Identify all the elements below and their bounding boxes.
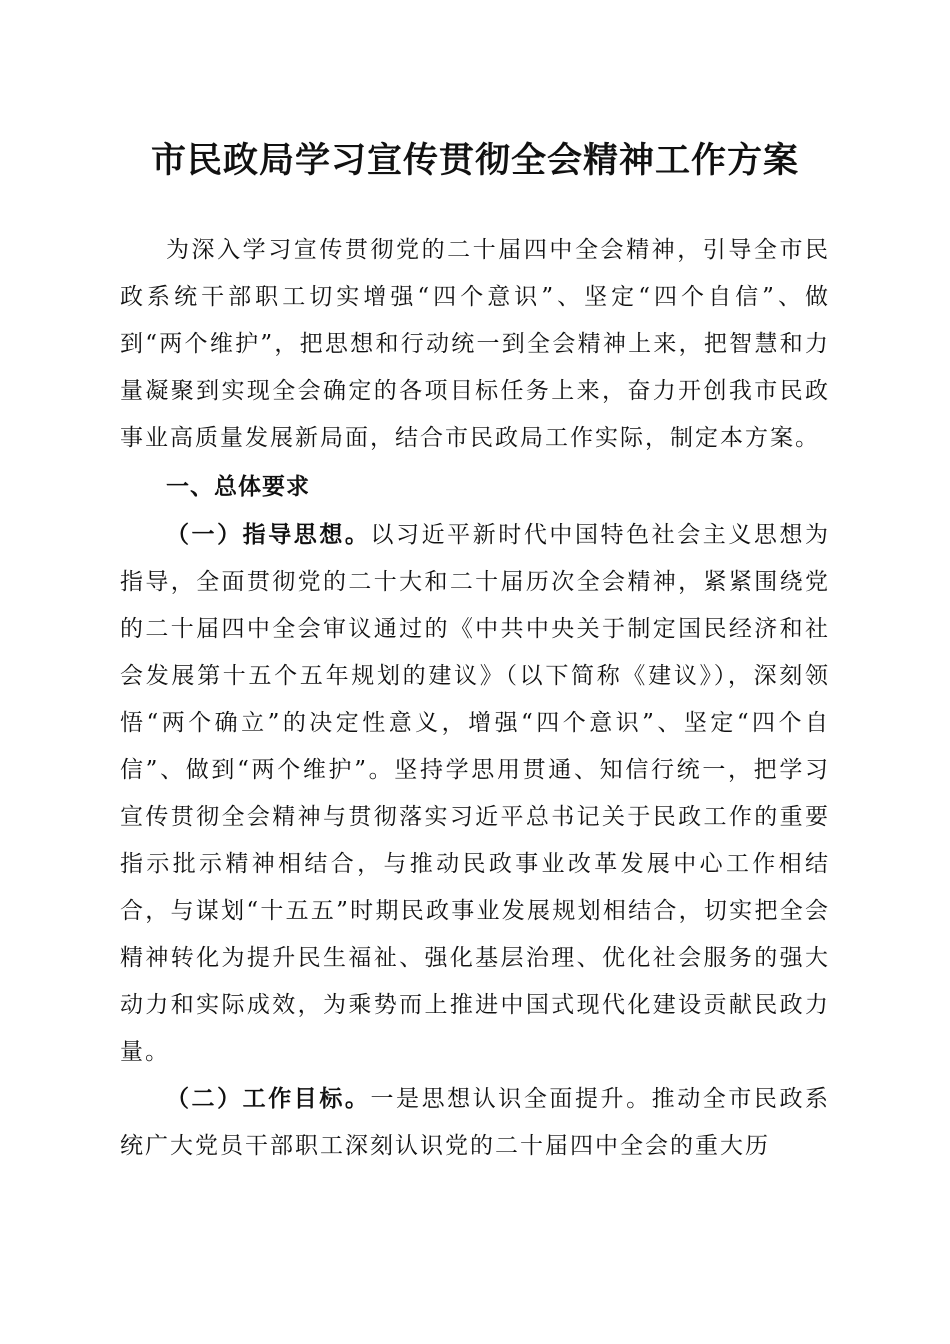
document-body (120, 227, 830, 1170)
guiding-ideology-text: 以习近平新时代中国特色社会主义思想为指导，全面贯彻党的二十大和二十届历次全会精神，紧紧围绕党的二十届四中全会审议通过的《中共中央关于制定国民经济和社会发展第十五个五年规划的建议》（以下简称《建议》），深刻领悟“两个确立”的决定性意义，增强“四个意识”、坚定“四个自信”、做到“两个维护”。坚持学思用贯通、知信行统一，把学习宣传贯彻全会精神与贯彻落实习近平总书记关于民政工作的重要指示批示精神相结合，与推动民政事业改革发展中心工作相结合，与谋划“十五五”时期民政事业发展规划相结合，切实把全会精神转化为提升民生福祉、强化基层治理、优化社会服务的强大动力和实际成效，为乘势而上推进中国式现代化建设贡献民政力量。 (120, 522, 831, 1065)
work-goals-text: 一是思想认识全面提升。推动全市民政系统广大党员干部职工深刻认识党的二十届四中全会的重大历 (120, 1086, 831, 1159)
subheading-guiding-ideology: （一）指导思想。 (166, 522, 371, 548)
subheading-work-goals: （二）工作目标。 (166, 1086, 371, 1112)
section-heading-general-requirements: 一、总体要求 (166, 474, 310, 500)
paragraph-work-goals (120, 1076, 830, 1170)
document-title: 市民政局学习宣传贯彻全会精神工作方案 (150, 140, 799, 181)
paragraph-guiding-ideology (120, 512, 830, 1076)
intro-paragraph: 为深入学习宣传贯彻党的二十届四中全会精神，引导全市民政系统干部职工切实增强“四个意识”、坚定“四个自信”、做到“两个维护”，把思想和行动统一到全会精神上来，把智慧和力量凝聚到实现全会确定的各项目标任务上来，奋力开创我市民政事业高质量发展新局面，结合市民政局工作实际，制定本方案。 (120, 237, 830, 451)
